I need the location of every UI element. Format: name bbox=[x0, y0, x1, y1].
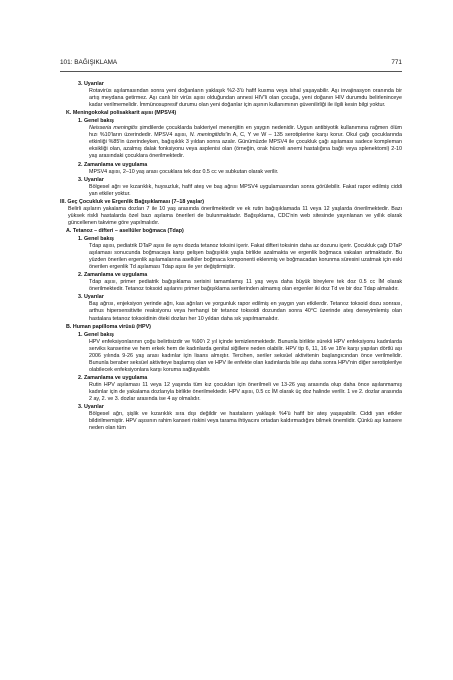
paragraph: Tdap aşısı, primer pediatrik bağışıklama serisini tamamlamış 11 yaş veya daha büyük bireylere tek doz 0.5 cc İM olarak önerilmektedir. Tetanoz toksoid aşılarını primer bağışıklama serilerinden almamış olan ergenler iki doz Td ve bir doz Tdap almalıdır. bbox=[89, 279, 402, 293]
section-heading: III. Geç Çocukluk ve Ergenlik Bağışıklaması (7–18 yaşlar) bbox=[60, 198, 205, 205]
paragraph: MPSV4 aşısı, 2–10 yaş arası çocuklara tek doz 0.5 cc ve subkutan olarak verilir. bbox=[89, 168, 279, 175]
paragraph: Rutin HPV aşılaması 11 veya 12 yaşında tüm kız çocukları için önerilmeli ve 13-26 yaş arasında olup daha önce aşılanmamış kadınlar için de yakalama dozlarıyla birlikte önerilmektedir. HPV aşısı, 0.5 cc İM olarak üç doz halinde verilir. 1 ve 2. dozlar arasında 2 ay, 2. ve 3. dozlar arasında ise 4 ay olmalıdır. bbox=[89, 381, 402, 403]
body-text bbox=[60, 81, 402, 432]
paragraph: HPV enfeksiyonlarının çoğu belirtisizdir ve %90'ı 2 yıl içinde temizlenmektedir. Bununla birlikte sürekli HPV enfeksiyonu kadınlarda serviks kanserine ve hem erkek hem de kadınlarda genital siğillere neden olabilir. HPV tip 6, 11, 16 ve 18'e karşı yapılan dörtlü aşı 2006 yılında 9-26 yaş arası kadınlar için lisans almıştır. Tercihen, seriler seksüel aktivitenin başlangıcından önce verilmelidir. Bununla beraber seksüel aktiviteye başlamış olan ve HPV ile enfekte olan kadınlarda bile aşı daha sonra HPV'nin diğer serotiplerilye olabilecek enfeksiyonlara karşı koruma sağlayabilir. bbox=[89, 338, 402, 373]
text-run: 'in A, C, Y ve W – 135 serotiplerine karşı korur. Okul çağı çocuklarında etkinliği %85'in üzerindeyken, bağışıklık 3 yıldan sonra azalır. Günümüzde MPSV4 ile çocukluk çağı aşılaması sadece kompleman eksikliği olan, azalmış dalak fonksiyonu veya asplenisi olan (örneğin, orak hücreli anemi hastalığına bağlı veya splenektomi) 2-10 yaş arasındaki çocuklara önerilmektedir. bbox=[89, 132, 403, 160]
section-heading: K. Meningokokal polisakkarit aşısı (MPSV4) bbox=[66, 110, 177, 117]
italic-term: N. meningitidis bbox=[189, 132, 226, 139]
paragraph bbox=[60, 125, 402, 160]
section-heading: 1. Genel bakış bbox=[78, 118, 114, 125]
italic-term: Neisseria meningitis bbox=[89, 125, 138, 132]
section-heading: 3. Uyarılar bbox=[78, 81, 104, 87]
section-heading: 3. Uyarılar bbox=[78, 294, 104, 301]
page bbox=[60, 57, 402, 432]
section-heading: 1. Genel bakış bbox=[78, 235, 114, 242]
paragraph: Tdap aşısı, pediatrik DTaP aşısı ile aynı dozda tetanoz toksini içerir. Fakat difteri toksinin daha az dozunu içerir. Çocukluk çağı DTaP aşılaması sonucunda boğmacaya karşı gelişen bağışıklık yaşla birlikte azalmakta ve ergenlik boğmaca vakaları artmaktadır. Bu yüzden önerilen ergenlik aşılamalarına asellüler boğmaca komponenti eklenmiş ve boğmacadan korunma süresini uzatmak için eski önerilen ergenlik Td aşılaması Tdap aşısı ile yer değiştirmiştir. bbox=[89, 243, 402, 271]
section-heading: 3. Uyarılar bbox=[78, 404, 104, 411]
text-run: şimdilerde çocuklarda bakteriyel menenjitin en yaygın nedenidir. Uygun antibiyotik kullanımına rağmen ölüm hızı %10'ların üzerindedir. MPSV4 aşısı, bbox=[89, 125, 402, 139]
paragraph: Rotavirüs aşılamasından sonra yeni doğanların yaklaşık %2-3'ü hafif kusma veya ishal yaşayabilir. Aşı invajinasyon oranında bir artış meydana getirmez. Aşı canlı bir virüs aşısı olduğundan annesi HIV'li olan çocuğa, yeni doğanın HIV durumdu belirleninceye kadar verilmemelidir. İmmünosupresif durumu olan yeni doğanlar için aşının kullanımının güvenilirliği ile ilgili kesin bilgi yoktur. bbox=[89, 88, 402, 109]
section-heading: A. Tetanoz – difteri – asellüler boğmaca (Tdap) bbox=[66, 227, 184, 234]
running-header bbox=[60, 57, 402, 72]
paragraph: Bölgesel ağrı, şişlik ve kızarıklık sıra dışı değildir ve hastaların yaklaşık %4'ü hafif bir ateş yaşayabilir. Ciddi yan etkiler bildirilmemiştir. HPV aşısının rahim kanseri riskini veya tarama ihtiyacını ortadan kaldırmadığını bilmek önemlidir. Çünkü aşı kansere neden olan tüm bbox=[89, 411, 402, 432]
section-heading: 2. Zamanlama ve uygulama bbox=[78, 161, 148, 168]
section-heading: 3. Uyarılar bbox=[78, 176, 104, 183]
section-heading: 2. Zamanlama ve uygulama bbox=[78, 374, 148, 381]
paragraph: Baş ağrısı, enjeksiyon yerinde ağrı, kas ağrıları ve yorgunluk rapor edilmiş en yaygın yan etkilerdir. Tetanoz toksoid dozu sonrası, arthus hipersensitivite reaksiyonu veya herhangi bir tetanoz toksoidi dozundan sonra 40°C üzerinde ateş deneyimlemiş olan hastalara tetanoz toksoidinin öteki dozları her 10 yıldan daha sık yapılmamalıdır. bbox=[89, 301, 402, 322]
paragraph: Belirli aşıların yakalama dozları 7 ile 10 yaş arasında önerilmektedir ve ek rutin bağışıklamada 11 veya 12 yaşlarda önerilmektedir. Bazı yüksek riskli hastalarda özel bazı aşılama önerileri de bulunmaktadır. Bağışıklama, CDC'nin web sitesinde yayınlanan ve yıllık olarak güncellenen takvime göre yapılmalıdır. bbox=[68, 205, 402, 226]
section-heading: B. Human papilloma virüsü (HPV) bbox=[66, 323, 151, 330]
paragraph: Bölgesel ağrı ve kızarıklık, huysuzluk, hafif ateş ve baş ağrısı MPSV4 uygulamasından sonra görülebilir. Fakat rapor edilmiş ciddi yan etkiler yoktur. bbox=[89, 183, 402, 197]
page-number: 771 bbox=[391, 59, 402, 66]
chapter-title: 101: BAĞIŞIKLAMA bbox=[60, 59, 118, 66]
section-heading: 1. Genel bakış bbox=[78, 331, 114, 338]
section-heading: 2. Zamanlama ve uygulama bbox=[78, 272, 148, 279]
